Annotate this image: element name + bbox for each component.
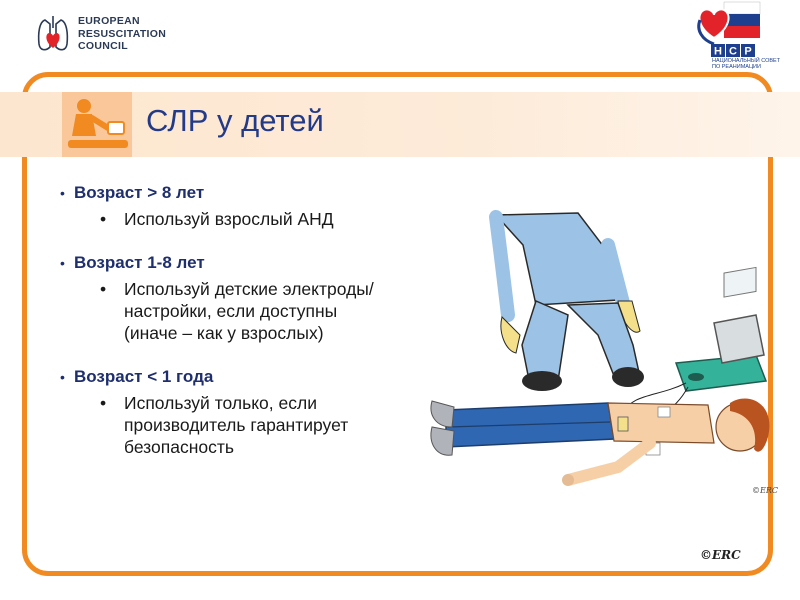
erc-heart-lungs-icon xyxy=(36,14,70,54)
svg-text:Н: Н xyxy=(714,45,722,58)
group-heading: • Возраст < 1 года xyxy=(60,366,420,388)
bullet-list xyxy=(60,182,420,480)
erc-text-line: COUNCIL xyxy=(78,40,128,53)
nsr-caption xyxy=(712,58,780,70)
erc-text-line: RESUSCITATION xyxy=(78,27,167,40)
svg-text:С: С xyxy=(729,45,737,58)
copyright: ©ERC xyxy=(700,548,741,562)
age-group xyxy=(60,182,420,230)
nsr-caption-line: ПО РЕАНИМАЦИИ xyxy=(712,64,761,70)
group-heading: • Возраст 1-8 лет xyxy=(60,252,420,274)
age-group xyxy=(60,366,420,458)
erc-logo xyxy=(36,14,166,54)
list-item: • Используй детские электроды/настройки, если доступны (иначе – как у взрослых) xyxy=(124,278,394,344)
age-group xyxy=(60,252,420,344)
list-item: • Используй только, если производитель гарантирует безопасность xyxy=(124,392,404,458)
nsr-caption-line: НАЦИОНАЛЬНЫЙ СОВЕТ xyxy=(712,58,781,64)
page-title: СЛР у детей xyxy=(146,103,324,138)
list-item: • Используй взрослый АНД xyxy=(124,208,420,230)
erc-text-line: EUROPEAN xyxy=(78,15,140,28)
aed-child-illustration xyxy=(418,205,778,505)
group-heading: • Возраст > 8 лет xyxy=(60,182,420,204)
cpr-thumbnail-icon xyxy=(62,92,132,157)
illustration-copyright: ©ERC xyxy=(752,486,778,495)
svg-text:Р: Р xyxy=(744,45,752,58)
